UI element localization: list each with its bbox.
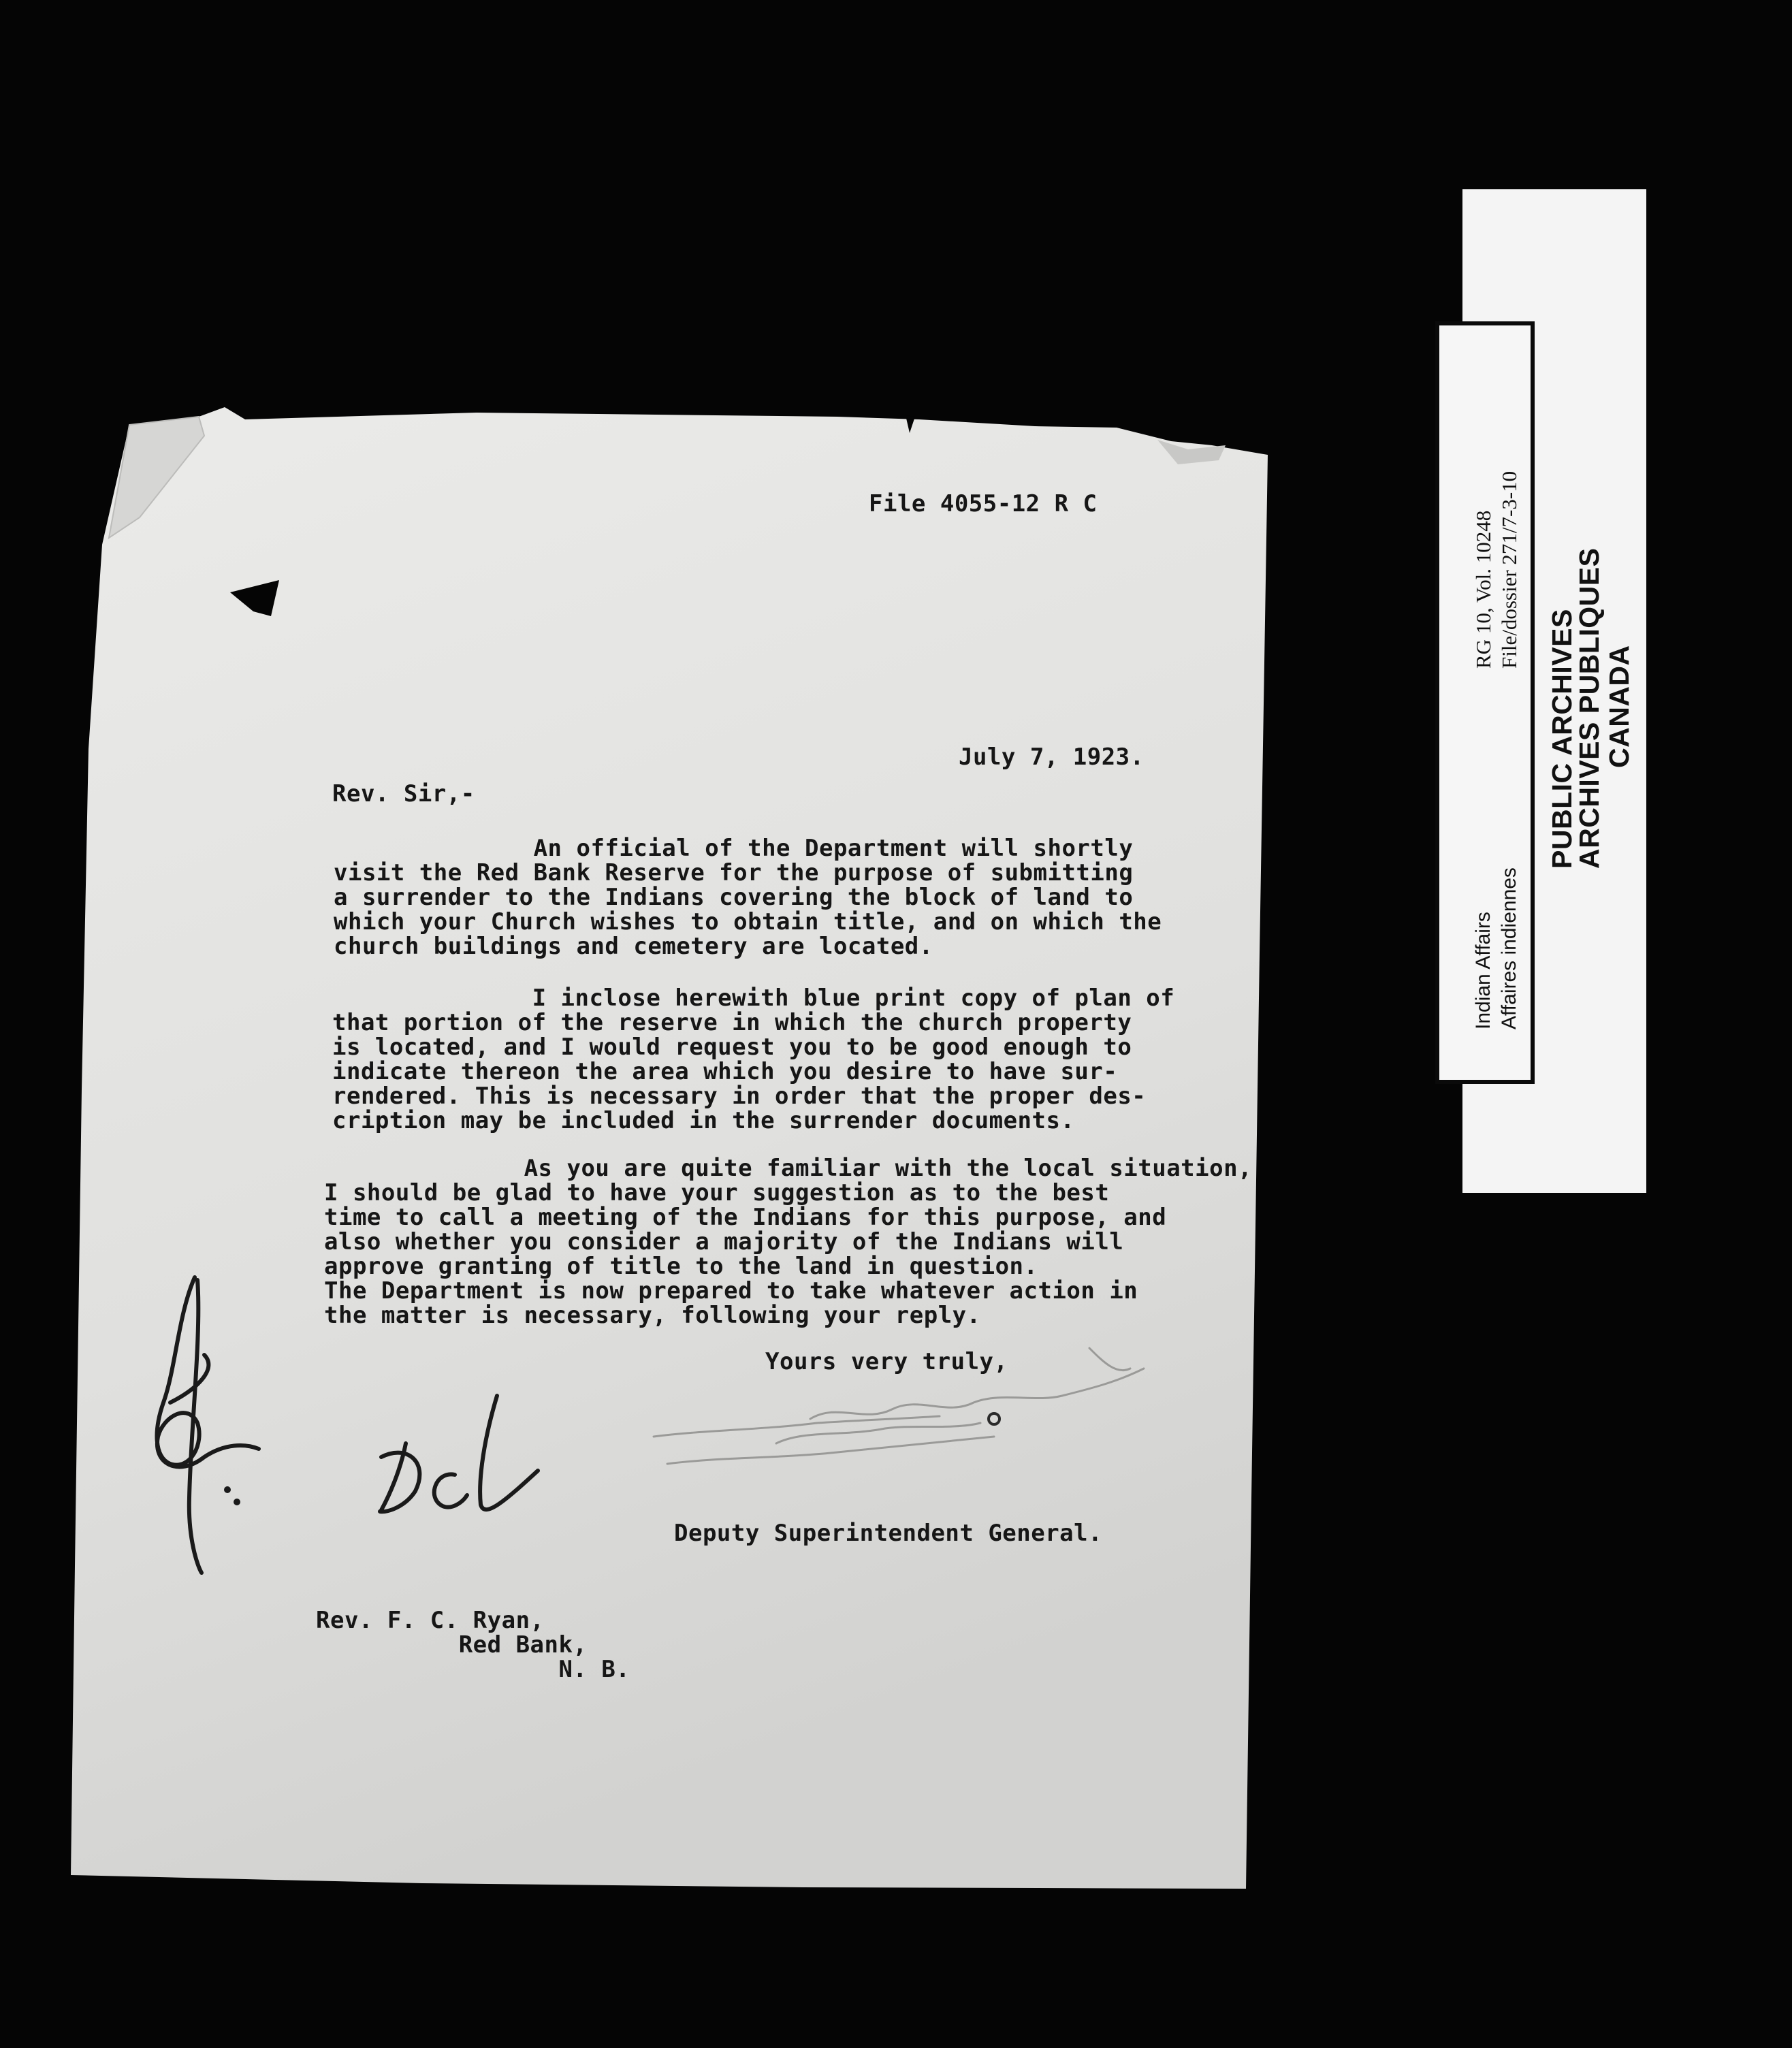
paragraph-1	[334, 836, 1162, 959]
archive-label-line-1: Indian Affairs	[1472, 912, 1494, 1029]
file-reference: File 4055-12 R C	[869, 490, 1098, 517]
paragraph-line: also whether you consider a majority of the Indians will	[324, 1228, 1124, 1255]
archive-label-line-2: Affaires indiennes	[1498, 867, 1520, 1029]
paragraph-line: is located, and I would request you to be good enough to	[332, 1034, 1132, 1061]
closing: Yours very truly,	[765, 1348, 1008, 1375]
archive-title-2: ARCHIVES PUBLIQUES	[1573, 547, 1605, 869]
paragraph-line: I should be glad to have your suggestion as to the best	[324, 1179, 1110, 1206]
paragraph-line: which your Church wishes to obtain title, and on which the	[334, 908, 1162, 935]
paragraph-2	[332, 986, 1174, 1133]
addressee-block	[316, 1608, 630, 1682]
letter-date: July 7, 1923.	[959, 743, 1145, 771]
paragraph-line: a surrender to the Indians covering the block of land to	[334, 884, 1134, 911]
paragraph-3	[324, 1156, 1252, 1328]
paragraph-line: cription may be included in the surrender documents.	[332, 1107, 1075, 1134]
paragraph-line: time to call a meeting of the Indians for this purpose, and	[324, 1204, 1167, 1231]
paper-sheet	[71, 407, 1268, 1889]
signatory-title: Deputy Superintendent General.	[674, 1520, 1103, 1547]
paragraph-line: that portion of the reserve in which the church property	[332, 1009, 1132, 1036]
addressee-line: Rev. F. C. Ryan,	[316, 1607, 545, 1634]
paragraph-line: rendered. This is necessary in order that the proper des-	[332, 1083, 1147, 1110]
addressee-line: Red Bank,	[316, 1631, 588, 1659]
paragraph-line: The Department is now prepared to take whatever action in	[324, 1277, 1138, 1305]
paragraph-line: As you are quite familiar with the local situation,	[324, 1155, 1253, 1182]
paragraph-line: church buildings and cemetery are located.	[334, 933, 933, 960]
paragraph-line: approve granting of title to the land in question.	[324, 1253, 1038, 1280]
archive-reference-2: File/dossier 271/7-3-10	[1497, 470, 1521, 669]
paragraph-line: visit the Red Bank Reserve for the purpose of submitting	[334, 859, 1134, 886]
salutation: Rev. Sir,-	[332, 780, 475, 807]
paragraph-line: indicate thereon the area which you desire to have sur-	[332, 1058, 1118, 1085]
archive-title-3: CANADA	[1603, 645, 1635, 768]
archive-title-1: PUBLIC ARCHIVES	[1546, 609, 1578, 869]
addressee-line: N. B.	[316, 1656, 630, 1683]
paragraph-line: the matter is necessary, following your reply.	[324, 1302, 981, 1329]
archive-reference-1: RG 10, Vol. 10248	[1471, 510, 1495, 669]
paragraph-line: An official of the Department will shortly	[334, 835, 1134, 862]
paragraph-line: I inclose herewith blue print copy of plan of	[332, 985, 1175, 1012]
